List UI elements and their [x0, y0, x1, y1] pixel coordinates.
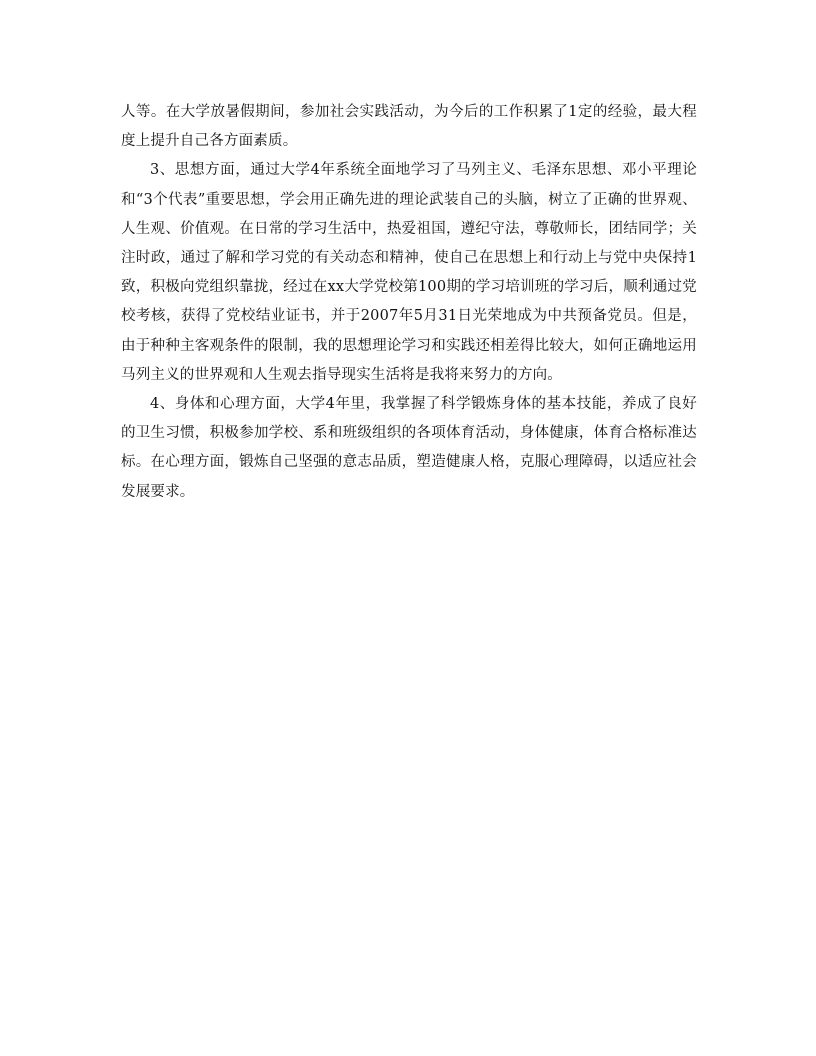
paragraph-continuation: 人等。在大学放暑假期间，参加社会实践活动，为今后的工作积累了1定的经验，最大程度上提升自己各方面素质。 [121, 104, 697, 150]
paragraph-section-4-body-mind: 4、身体和心理方面，大学4年里，我掌握了科学锻炼身体的基本技能，养成了良好的卫生习惯，积极参加学校、系和班级组织的各项体育活动，身体健康，体育合格标准达标。在心理方面，锻炼自己坚强的意志品质，塑造健康人格，克服心理障碍，以适应社会发展要求。 [121, 396, 697, 500]
document-body [121, 98, 697, 507]
paragraph-section-3-thought: 3、思想方面，通过大学4年系统全面地学习了马列主义、毛泽东思想、邓小平理论和“3个代表”重要思想，学会用正确先进的理论武装自己的头脑，树立了正确的世界观、人生观、价值观。在日常的学习生活中，热爱祖国，遵纪守法，尊敬师长，团结同学；关注时政，通过了解和学习党的有关动态和精神，使自己在思想上和行动上与党中央保持1致，积极向党组织靠拢，经过在xx大学党校第100期的学习培训班的学习后，顺利通过党校考核，获得了党校结业证书，并于2007年5月31日光荣地成为中共预备党员。但是，由于种种主客观条件的限制，我的思想理论学习和实践还相差得比较大，如何正确地运用马列主义的世界观和人生观去指导现实生活将是我将来努力的方向。 [121, 162, 697, 383]
